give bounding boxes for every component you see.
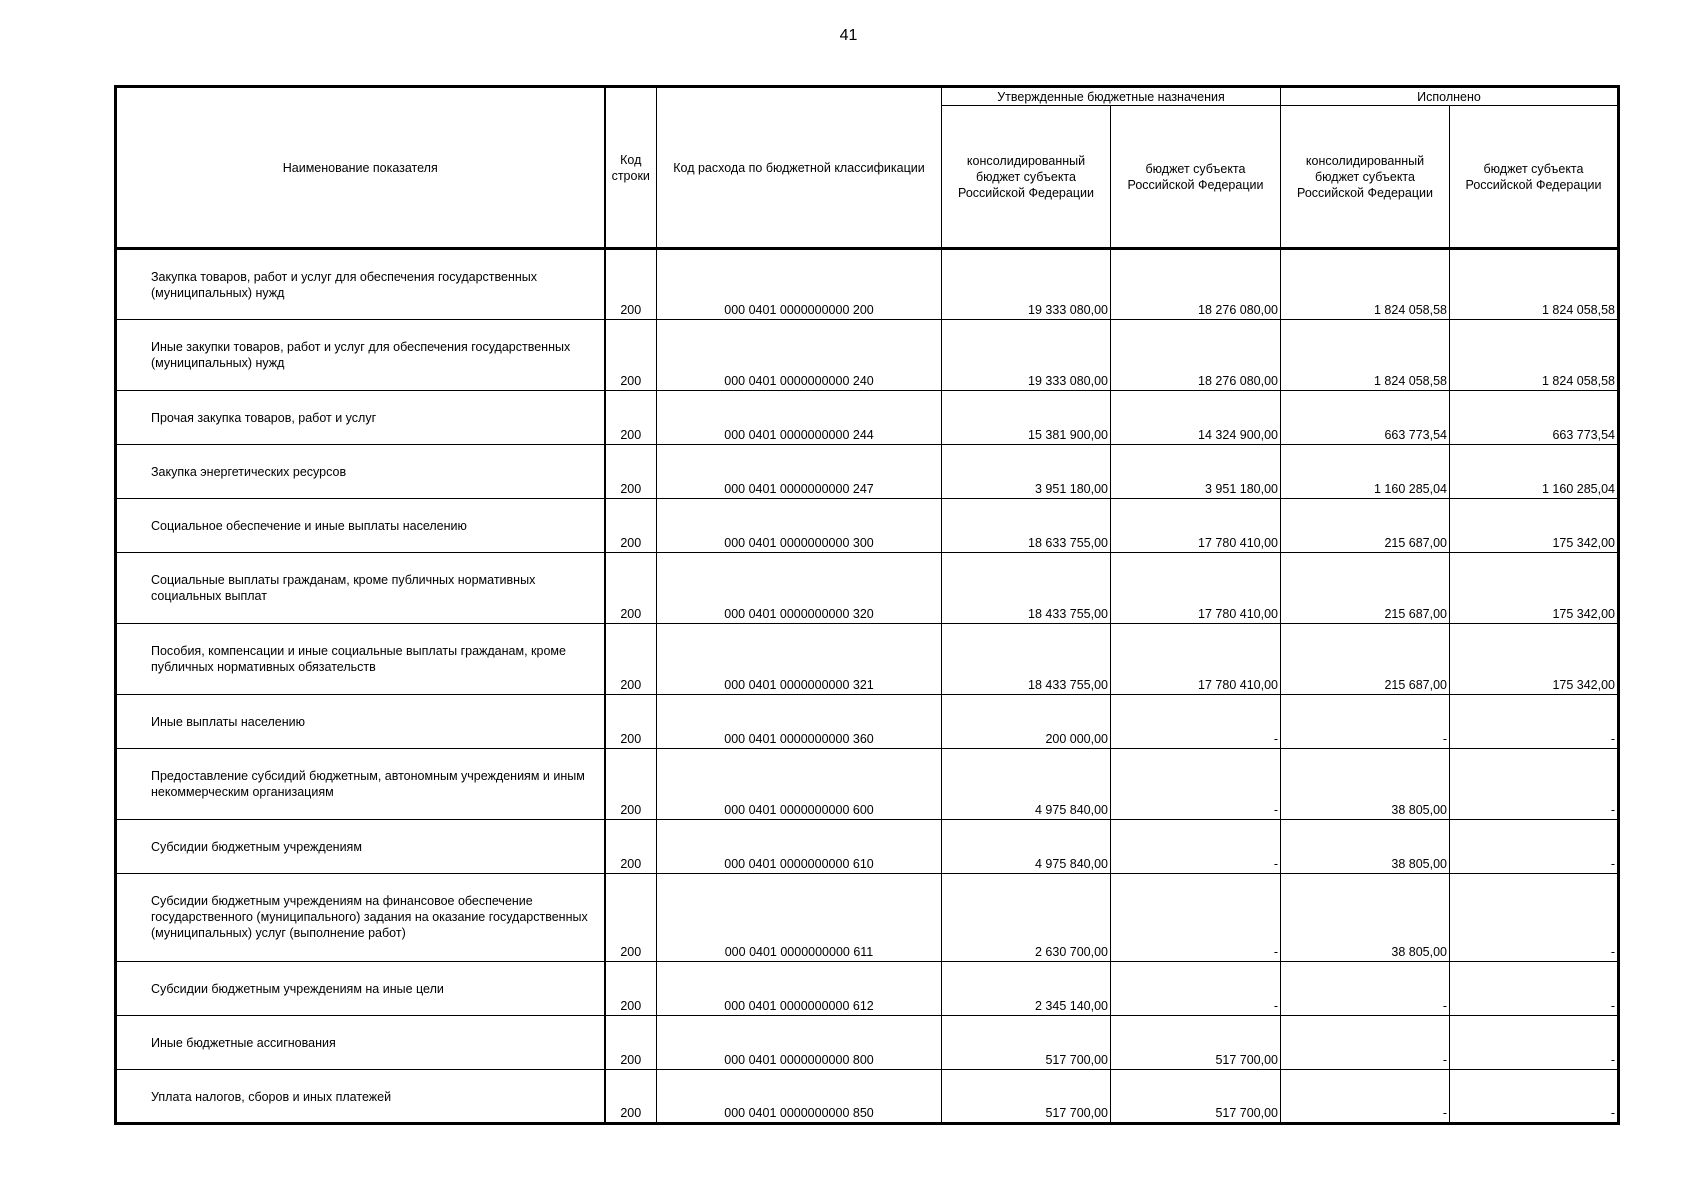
row-executed-consolidated: 38 805,00	[1281, 749, 1450, 820]
row-executed-subject: 1 160 285,04	[1450, 445, 1619, 499]
row-executed-consolidated: 1 824 058,58	[1281, 249, 1450, 320]
row-code: 200	[605, 249, 657, 320]
row-executed-consolidated: -	[1281, 962, 1450, 1016]
row-kbk: 000 0401 0000000000 360	[657, 695, 942, 749]
header-name: Наименование показателя	[116, 87, 605, 249]
row-approved-consolidated: 517 700,00	[942, 1016, 1111, 1070]
header-executed-group: Исполнено	[1281, 87, 1619, 106]
row-executed-subject: 175 342,00	[1450, 553, 1619, 624]
row-code: 200	[605, 695, 657, 749]
row-name: Закупка товаров, работ и услуг для обеспечения государственных (муниципальных) нужд	[116, 249, 605, 320]
row-approved-consolidated: 18 433 755,00	[942, 553, 1111, 624]
row-approved-subject: 17 780 410,00	[1111, 553, 1281, 624]
row-code: 200	[605, 962, 657, 1016]
row-executed-subject: -	[1450, 695, 1619, 749]
row-executed-consolidated: -	[1281, 1016, 1450, 1070]
row-name: Иные бюджетные ассигнования	[116, 1016, 605, 1070]
row-code: 200	[605, 1070, 657, 1124]
row-kbk: 000 0401 0000000000 600	[657, 749, 942, 820]
row-approved-subject: 17 780 410,00	[1111, 499, 1281, 553]
row-executed-consolidated: -	[1281, 695, 1450, 749]
row-code: 200	[605, 320, 657, 391]
row-name: Предоставление субсидий бюджетным, автономным учреждениям и иным некоммерческим организациям	[116, 749, 605, 820]
header-approved-group: Утвержденные бюджетные назначения	[942, 87, 1281, 106]
header-executed-consolidated: консолидированный бюджет субъекта Российской Федерации	[1281, 106, 1450, 249]
table-row	[116, 249, 1619, 320]
row-executed-subject: 663 773,54	[1450, 391, 1619, 445]
row-approved-consolidated: 18 633 755,00	[942, 499, 1111, 553]
row-executed-consolidated: 215 687,00	[1281, 624, 1450, 695]
table-row	[116, 820, 1619, 874]
table-row	[116, 499, 1619, 553]
row-executed-subject: 1 824 058,58	[1450, 320, 1619, 391]
row-kbk: 000 0401 0000000000 320	[657, 553, 942, 624]
row-kbk: 000 0401 0000000000 610	[657, 820, 942, 874]
row-kbk: 000 0401 0000000000 200	[657, 249, 942, 320]
row-code: 200	[605, 1016, 657, 1070]
header-code: Код строки	[605, 87, 657, 249]
table-row	[116, 391, 1619, 445]
row-executed-subject: -	[1450, 874, 1619, 962]
row-approved-consolidated: 3 951 180,00	[942, 445, 1111, 499]
row-name: Закупка энергетических ресурсов	[116, 445, 605, 499]
row-executed-consolidated: 215 687,00	[1281, 553, 1450, 624]
row-kbk: 000 0401 0000000000 800	[657, 1016, 942, 1070]
header-approved-consolidated: консолидированный бюджет субъекта Российской Федерации	[942, 106, 1111, 249]
row-executed-subject: -	[1450, 820, 1619, 874]
table-row	[116, 1016, 1619, 1070]
table-row	[116, 749, 1619, 820]
row-executed-consolidated: 1 824 058,58	[1281, 320, 1450, 391]
row-kbk: 000 0401 0000000000 850	[657, 1070, 942, 1124]
row-approved-subject: -	[1111, 695, 1281, 749]
row-kbk: 000 0401 0000000000 612	[657, 962, 942, 1016]
table-row	[116, 553, 1619, 624]
row-kbk: 000 0401 0000000000 244	[657, 391, 942, 445]
row-executed-consolidated: 663 773,54	[1281, 391, 1450, 445]
row-name: Социальное обеспечение и иные выплаты населению	[116, 499, 605, 553]
table-row	[116, 874, 1619, 962]
row-approved-subject: 14 324 900,00	[1111, 391, 1281, 445]
table-row	[116, 962, 1619, 1016]
row-executed-subject: -	[1450, 1070, 1619, 1124]
row-kbk: 000 0401 0000000000 247	[657, 445, 942, 499]
row-name: Иные закупки товаров, работ и услуг для обеспечения государственных (муниципальных) нужд	[116, 320, 605, 391]
budget-execution-table	[114, 85, 1620, 1125]
row-approved-consolidated: 517 700,00	[942, 1070, 1111, 1124]
row-executed-consolidated: -	[1281, 1070, 1450, 1124]
row-approved-subject: 17 780 410,00	[1111, 624, 1281, 695]
row-kbk: 000 0401 0000000000 240	[657, 320, 942, 391]
row-code: 200	[605, 820, 657, 874]
row-approved-subject: 18 276 080,00	[1111, 320, 1281, 391]
row-executed-subject: 175 342,00	[1450, 624, 1619, 695]
row-executed-subject: 1 824 058,58	[1450, 249, 1619, 320]
row-approved-consolidated: 4 975 840,00	[942, 820, 1111, 874]
row-approved-consolidated: 4 975 840,00	[942, 749, 1111, 820]
row-name: Субсидии бюджетным учреждениям на финансовое обеспечение государственного (муниципального) задания на оказание государственных (муниципальных) услуг (выполнение работ)	[116, 874, 605, 962]
row-code: 200	[605, 624, 657, 695]
row-approved-consolidated: 15 381 900,00	[942, 391, 1111, 445]
table-body	[116, 249, 1619, 1124]
row-executed-subject: -	[1450, 749, 1619, 820]
row-executed-subject: -	[1450, 1016, 1619, 1070]
row-code: 200	[605, 874, 657, 962]
row-approved-subject: -	[1111, 820, 1281, 874]
table-row	[116, 624, 1619, 695]
row-approved-subject: 517 700,00	[1111, 1070, 1281, 1124]
row-name: Уплата налогов, сборов и иных платежей	[116, 1070, 605, 1124]
row-executed-subject: -	[1450, 962, 1619, 1016]
row-approved-consolidated: 2 630 700,00	[942, 874, 1111, 962]
row-name: Иные выплаты населению	[116, 695, 605, 749]
row-code: 200	[605, 391, 657, 445]
table-row	[116, 695, 1619, 749]
row-code: 200	[605, 553, 657, 624]
row-approved-consolidated: 19 333 080,00	[942, 249, 1111, 320]
row-executed-consolidated: 38 805,00	[1281, 820, 1450, 874]
row-name: Субсидии бюджетным учреждениям на иные цели	[116, 962, 605, 1016]
row-name: Прочая закупка товаров, работ и услуг	[116, 391, 605, 445]
table-row	[116, 320, 1619, 391]
row-approved-consolidated: 200 000,00	[942, 695, 1111, 749]
row-approved-subject: 517 700,00	[1111, 1016, 1281, 1070]
table-row	[116, 1070, 1619, 1124]
row-approved-consolidated: 19 333 080,00	[942, 320, 1111, 391]
header-kbk: Код расхода по бюджетной классификации	[657, 87, 942, 249]
row-code: 200	[605, 499, 657, 553]
row-name: Субсидии бюджетным учреждениям	[116, 820, 605, 874]
row-name: Социальные выплаты гражданам, кроме публичных нормативных социальных выплат	[116, 553, 605, 624]
row-approved-subject: 3 951 180,00	[1111, 445, 1281, 499]
row-executed-consolidated: 215 687,00	[1281, 499, 1450, 553]
row-code: 200	[605, 445, 657, 499]
row-executed-consolidated: 38 805,00	[1281, 874, 1450, 962]
row-approved-consolidated: 18 433 755,00	[942, 624, 1111, 695]
row-approved-subject: -	[1111, 962, 1281, 1016]
row-code: 200	[605, 749, 657, 820]
table-row	[116, 445, 1619, 499]
row-approved-subject: -	[1111, 749, 1281, 820]
row-kbk: 000 0401 0000000000 611	[657, 874, 942, 962]
row-approved-consolidated: 2 345 140,00	[942, 962, 1111, 1016]
row-executed-consolidated: 1 160 285,04	[1281, 445, 1450, 499]
table-header	[116, 87, 1619, 249]
row-kbk: 000 0401 0000000000 300	[657, 499, 942, 553]
page-number: 41	[839, 27, 858, 44]
row-approved-subject: 18 276 080,00	[1111, 249, 1281, 320]
row-name: Пособия, компенсации и иные социальные выплаты гражданам, кроме публичных нормативных обязательств	[116, 624, 605, 695]
header-approved-subject: бюджет субъекта Российской Федерации	[1111, 106, 1281, 249]
row-approved-subject: -	[1111, 874, 1281, 962]
row-executed-subject: 175 342,00	[1450, 499, 1619, 553]
row-kbk: 000 0401 0000000000 321	[657, 624, 942, 695]
header-executed-subject: бюджет субъекта Российской Федерации	[1450, 106, 1619, 249]
